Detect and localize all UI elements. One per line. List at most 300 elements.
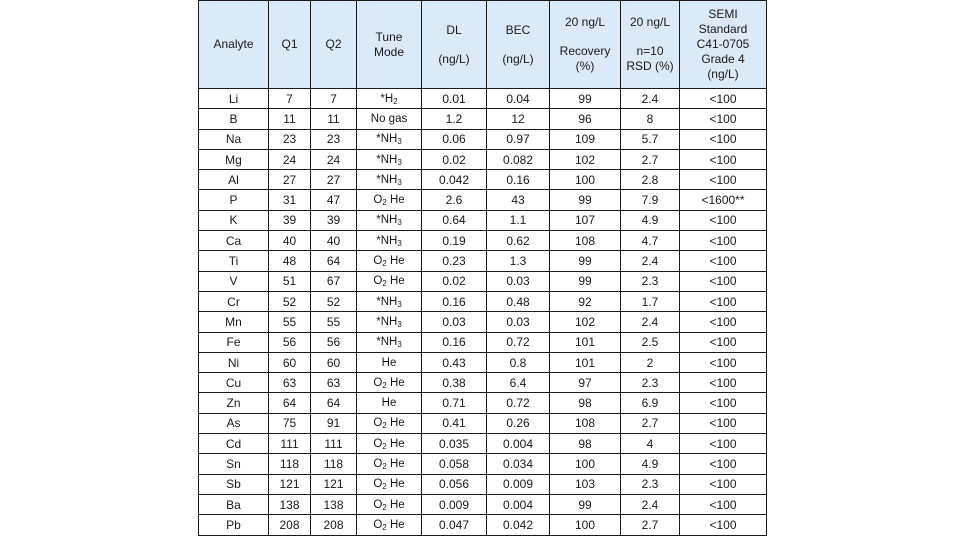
header-tune-mode bbox=[357, 1, 422, 89]
results-table bbox=[198, 0, 767, 536]
table-row bbox=[199, 190, 767, 210]
cell-rsd: 1.7 bbox=[621, 291, 680, 311]
table-row bbox=[199, 89, 767, 109]
table-row bbox=[199, 474, 767, 494]
cell-bec: 0.009 bbox=[487, 474, 550, 494]
tune-mode-text: O bbox=[373, 417, 383, 430]
cell-bec: 0.004 bbox=[487, 434, 550, 454]
cell-dl: 0.01 bbox=[422, 89, 487, 109]
cell-tune-mode bbox=[357, 454, 422, 474]
header-dl bbox=[422, 1, 487, 89]
cell-analyte: As bbox=[199, 413, 269, 433]
cell-analyte: Sn bbox=[199, 454, 269, 474]
table-body bbox=[199, 89, 767, 536]
cell-tune-mode bbox=[357, 332, 422, 352]
tune-mode-text: O bbox=[373, 478, 383, 491]
cell-q2: 11 bbox=[311, 109, 357, 129]
cell-recovery: 108 bbox=[550, 231, 621, 251]
cell-rsd: 2.4 bbox=[621, 494, 680, 514]
cell-rsd: 4 bbox=[621, 434, 680, 454]
cell-rsd: 2.3 bbox=[621, 373, 680, 393]
cell-rsd: 2.3 bbox=[621, 271, 680, 291]
cell-semi-limit: <100 bbox=[680, 393, 767, 413]
tune-mode-suffix: He bbox=[386, 417, 405, 430]
tune-mode-text: *NH bbox=[376, 173, 398, 186]
header-analyte-label: Analyte bbox=[213, 37, 254, 51]
cell-analyte: P bbox=[199, 190, 269, 210]
header-q1-label: Q1 bbox=[281, 37, 298, 51]
cell-q1: 39 bbox=[269, 210, 311, 230]
header-rec-line1: 20 ng/L bbox=[564, 15, 606, 29]
cell-semi-limit: <100 bbox=[680, 515, 767, 535]
cell-semi-limit: <100 bbox=[680, 129, 767, 149]
tune-mode-suffix: He bbox=[386, 194, 405, 207]
cell-q1: 121 bbox=[269, 474, 311, 494]
cell-bec: 0.042 bbox=[487, 515, 550, 535]
cell-recovery: 99 bbox=[550, 89, 621, 109]
table-row bbox=[199, 291, 767, 311]
cell-dl: 0.02 bbox=[422, 149, 487, 169]
cell-q2: 47 bbox=[311, 190, 357, 210]
cell-analyte: Ni bbox=[199, 352, 269, 372]
cell-dl: 0.047 bbox=[422, 515, 487, 535]
cell-analyte: Al bbox=[199, 170, 269, 190]
tune-mode-suffix: He bbox=[386, 255, 405, 268]
tune-mode-text: No gas bbox=[370, 112, 408, 125]
cell-q2: 39 bbox=[311, 210, 357, 230]
cell-recovery: 98 bbox=[550, 393, 621, 413]
tune-mode-subscript: 3 bbox=[397, 238, 402, 248]
cell-tune-mode bbox=[357, 129, 422, 149]
table-row bbox=[199, 494, 767, 514]
header-dl-line2: (ng/L) bbox=[438, 51, 470, 66]
tune-mode-text: *NH bbox=[376, 153, 398, 166]
cell-q2: 27 bbox=[311, 170, 357, 190]
cell-q2: 60 bbox=[311, 352, 357, 372]
cell-q2: 64 bbox=[311, 393, 357, 413]
cell-q2: 63 bbox=[311, 373, 357, 393]
tune-mode-subscript: 3 bbox=[397, 340, 402, 350]
cell-tune-mode bbox=[357, 170, 422, 190]
cell-recovery: 108 bbox=[550, 413, 621, 433]
cell-dl: 0.009 bbox=[422, 494, 487, 514]
cell-analyte: Ti bbox=[199, 251, 269, 271]
cell-semi-limit: <100 bbox=[680, 109, 767, 129]
cell-q1: 56 bbox=[269, 332, 311, 352]
cell-dl: 0.16 bbox=[422, 291, 487, 311]
cell-recovery: 107 bbox=[550, 210, 621, 230]
header-bec bbox=[487, 1, 550, 89]
cell-bec: 0.03 bbox=[487, 312, 550, 332]
tune-mode-subscript: 2 bbox=[382, 380, 387, 390]
header-recovery bbox=[550, 1, 621, 89]
tune-mode-suffix: He bbox=[386, 498, 405, 511]
cell-recovery: 100 bbox=[550, 515, 621, 535]
cell-q1: 118 bbox=[269, 454, 311, 474]
cell-rsd: 2.7 bbox=[621, 149, 680, 169]
table-row bbox=[199, 170, 767, 190]
cell-analyte: Li bbox=[199, 89, 269, 109]
cell-q1: 11 bbox=[269, 109, 311, 129]
tune-mode-subscript: 2 bbox=[382, 441, 387, 451]
cell-q1: 63 bbox=[269, 373, 311, 393]
tune-mode-suffix: He bbox=[386, 457, 405, 470]
cell-analyte: Pb bbox=[199, 515, 269, 535]
cell-bec: 1.3 bbox=[487, 251, 550, 271]
table-row bbox=[199, 373, 767, 393]
header-bec-spacer bbox=[487, 38, 549, 52]
cell-q1: 64 bbox=[269, 393, 311, 413]
cell-q2: 208 bbox=[311, 515, 357, 535]
cell-q1: 111 bbox=[269, 434, 311, 454]
cell-bec: 43 bbox=[487, 190, 550, 210]
cell-bec: 0.62 bbox=[487, 231, 550, 251]
cell-dl: 0.03 bbox=[422, 312, 487, 332]
table-row bbox=[199, 210, 767, 230]
cell-recovery: 102 bbox=[550, 149, 621, 169]
header-rsd-line1: 20 ng/L bbox=[629, 15, 671, 29]
tune-mode-text: O bbox=[373, 457, 383, 470]
cell-semi-limit: <1600** bbox=[680, 190, 767, 210]
cell-semi-limit: <100 bbox=[680, 251, 767, 271]
cell-q1: 55 bbox=[269, 312, 311, 332]
cell-bec: 0.26 bbox=[487, 413, 550, 433]
cell-rsd: 2.4 bbox=[621, 312, 680, 332]
cell-q1: 208 bbox=[269, 515, 311, 535]
cell-bec: 0.034 bbox=[487, 454, 550, 474]
cell-semi-limit: <100 bbox=[680, 149, 767, 169]
cell-recovery: 98 bbox=[550, 434, 621, 454]
tune-mode-suffix: He bbox=[386, 437, 405, 450]
cell-recovery: 102 bbox=[550, 312, 621, 332]
tune-mode-subscript: 3 bbox=[397, 299, 402, 309]
cell-q2: 64 bbox=[311, 251, 357, 271]
cell-recovery: 99 bbox=[550, 494, 621, 514]
tune-mode-text: O bbox=[373, 376, 383, 389]
cell-rsd: 2.4 bbox=[621, 89, 680, 109]
tune-mode-text: O bbox=[373, 194, 383, 207]
table-header bbox=[199, 1, 767, 89]
tune-mode-subscript: 2 bbox=[393, 96, 398, 106]
cell-rsd: 2.8 bbox=[621, 170, 680, 190]
cell-q1: 27 bbox=[269, 170, 311, 190]
tune-mode-subscript: 3 bbox=[397, 137, 402, 147]
cell-recovery: 101 bbox=[550, 332, 621, 352]
cell-semi-limit: <100 bbox=[680, 271, 767, 291]
cell-recovery: 96 bbox=[550, 109, 621, 129]
cell-semi-limit: <100 bbox=[680, 454, 767, 474]
table-row bbox=[199, 129, 767, 149]
cell-analyte: Mn bbox=[199, 312, 269, 332]
cell-tune-mode bbox=[357, 494, 422, 514]
cell-tune-mode bbox=[357, 474, 422, 494]
tune-mode-subscript: 3 bbox=[397, 177, 402, 187]
cell-bec: 6.4 bbox=[487, 373, 550, 393]
tune-mode-text: He bbox=[381, 356, 397, 369]
tune-mode-subscript: 2 bbox=[382, 259, 387, 269]
tune-mode-text: O bbox=[373, 275, 383, 288]
cell-bec: 0.72 bbox=[487, 332, 550, 352]
tune-mode-text: *NH bbox=[376, 133, 398, 146]
cell-bec: 0.082 bbox=[487, 149, 550, 169]
cell-recovery: 100 bbox=[550, 454, 621, 474]
header-rec-line3: (%) bbox=[575, 59, 595, 73]
cell-dl: 0.23 bbox=[422, 251, 487, 271]
table-row bbox=[199, 271, 767, 291]
header-tune-line1: Tune bbox=[375, 29, 403, 44]
cell-tune-mode bbox=[357, 393, 422, 413]
table-row bbox=[199, 352, 767, 372]
cell-bec: 12 bbox=[487, 109, 550, 129]
cell-tune-mode bbox=[357, 149, 422, 169]
tune-mode-subscript: 3 bbox=[397, 218, 402, 228]
cell-semi-limit: <100 bbox=[680, 494, 767, 514]
table-row bbox=[199, 393, 767, 413]
header-bec-line1: BEC bbox=[505, 22, 531, 37]
cell-q2: 138 bbox=[311, 494, 357, 514]
cell-semi-limit: <100 bbox=[680, 373, 767, 393]
cell-tune-mode bbox=[357, 291, 422, 311]
cell-dl: 0.056 bbox=[422, 474, 487, 494]
cell-rsd: 2 bbox=[621, 352, 680, 372]
header-rec-line2: Recovery bbox=[559, 44, 611, 58]
cell-dl: 0.16 bbox=[422, 332, 487, 352]
header-q2 bbox=[311, 1, 357, 89]
cell-dl: 0.64 bbox=[422, 210, 487, 230]
cell-bec: 0.8 bbox=[487, 352, 550, 372]
cell-dl: 0.035 bbox=[422, 434, 487, 454]
tune-mode-subscript: 2 bbox=[382, 279, 387, 289]
table-row bbox=[199, 515, 767, 535]
cell-q2: 24 bbox=[311, 149, 357, 169]
cell-q1: 23 bbox=[269, 129, 311, 149]
cell-analyte: Mg bbox=[199, 149, 269, 169]
cell-recovery: 103 bbox=[550, 474, 621, 494]
table-row bbox=[199, 332, 767, 352]
cell-semi-limit: <100 bbox=[680, 474, 767, 494]
cell-dl: 0.41 bbox=[422, 413, 487, 433]
cell-semi-limit: <100 bbox=[680, 352, 767, 372]
cell-q2: 111 bbox=[311, 434, 357, 454]
cell-recovery: 92 bbox=[550, 291, 621, 311]
tune-mode-suffix: He bbox=[386, 478, 405, 491]
cell-rsd: 6.9 bbox=[621, 393, 680, 413]
cell-dl: 2.6 bbox=[422, 190, 487, 210]
cell-q1: 75 bbox=[269, 413, 311, 433]
cell-semi-limit: <100 bbox=[680, 332, 767, 352]
cell-semi-limit: <100 bbox=[680, 89, 767, 109]
cell-semi-limit: <100 bbox=[680, 434, 767, 454]
tune-mode-subscript: 2 bbox=[382, 502, 387, 512]
table-row bbox=[199, 434, 767, 454]
cell-rsd: 2.7 bbox=[621, 515, 680, 535]
header-semi-line1: SEMI bbox=[708, 7, 738, 21]
tune-mode-subscript: 2 bbox=[382, 198, 387, 208]
cell-q2: 23 bbox=[311, 129, 357, 149]
header-analyte bbox=[199, 1, 269, 89]
tune-mode-text: O bbox=[373, 255, 383, 268]
tune-mode-text: He bbox=[381, 397, 397, 410]
cell-analyte: V bbox=[199, 271, 269, 291]
cell-rsd: 7.9 bbox=[621, 190, 680, 210]
cell-q1: 40 bbox=[269, 231, 311, 251]
cell-dl: 0.042 bbox=[422, 170, 487, 190]
tune-mode-text: O bbox=[373, 498, 383, 511]
cell-recovery: 97 bbox=[550, 373, 621, 393]
tune-mode-text: O bbox=[373, 437, 383, 450]
cell-rsd: 5.7 bbox=[621, 129, 680, 149]
tune-mode-subscript: 3 bbox=[397, 319, 402, 329]
cell-dl: 0.058 bbox=[422, 454, 487, 474]
cell-analyte: Cu bbox=[199, 373, 269, 393]
cell-bec: 1.1 bbox=[487, 210, 550, 230]
tune-mode-text: O bbox=[373, 518, 383, 531]
cell-bec: 0.04 bbox=[487, 89, 550, 109]
cell-rsd: 2.4 bbox=[621, 251, 680, 271]
cell-dl: 0.02 bbox=[422, 271, 487, 291]
tune-mode-subscript: 2 bbox=[382, 461, 387, 471]
cell-semi-limit: <100 bbox=[680, 312, 767, 332]
cell-rsd: 8 bbox=[621, 109, 680, 129]
cell-q1: 138 bbox=[269, 494, 311, 514]
header-dl-spacer bbox=[422, 38, 486, 52]
cell-analyte: Ba bbox=[199, 494, 269, 514]
cell-q2: 40 bbox=[311, 231, 357, 251]
cell-recovery: 100 bbox=[550, 170, 621, 190]
tune-mode-text: *H bbox=[380, 92, 394, 105]
cell-rsd: 4.9 bbox=[621, 210, 680, 230]
cell-tune-mode bbox=[357, 210, 422, 230]
cell-semi-limit: <100 bbox=[680, 413, 767, 433]
cell-rsd: 4.7 bbox=[621, 231, 680, 251]
table-row bbox=[199, 231, 767, 251]
cell-recovery: 99 bbox=[550, 271, 621, 291]
header-q2-label: Q2 bbox=[325, 37, 342, 51]
tune-mode-subscript: 2 bbox=[382, 482, 387, 492]
tune-mode-suffix: He bbox=[386, 275, 405, 288]
cell-tune-mode bbox=[357, 231, 422, 251]
header-semi-line5: (ng/L) bbox=[707, 67, 739, 81]
cell-analyte: Fe bbox=[199, 332, 269, 352]
cell-tune-mode bbox=[357, 312, 422, 332]
results-table-container bbox=[198, 0, 766, 538]
cell-q1: 48 bbox=[269, 251, 311, 271]
tune-mode-text: *NH bbox=[376, 336, 398, 349]
cell-bec: 0.004 bbox=[487, 494, 550, 514]
table-row bbox=[199, 312, 767, 332]
header-rec-spacer bbox=[550, 30, 620, 44]
tune-mode-subscript: 2 bbox=[382, 522, 387, 532]
cell-bec: 0.72 bbox=[487, 393, 550, 413]
cell-dl: 0.06 bbox=[422, 129, 487, 149]
header-dl-line1: DL bbox=[446, 22, 462, 37]
cell-q1: 31 bbox=[269, 190, 311, 210]
header-semi-line3: C41-0705 bbox=[696, 37, 750, 51]
header-semi-line2: Standard bbox=[698, 22, 748, 36]
cell-analyte: Cr bbox=[199, 291, 269, 311]
cell-tune-mode bbox=[357, 251, 422, 271]
cell-analyte: Na bbox=[199, 129, 269, 149]
header-rsd-line3: RSD (%) bbox=[626, 59, 674, 73]
header-row bbox=[199, 1, 767, 89]
header-tune-line2: Mode bbox=[373, 44, 405, 59]
cell-rsd: 2.5 bbox=[621, 332, 680, 352]
cell-recovery: 109 bbox=[550, 129, 621, 149]
cell-q1: 24 bbox=[269, 149, 311, 169]
cell-dl: 0.19 bbox=[422, 231, 487, 251]
cell-analyte: Cd bbox=[199, 434, 269, 454]
cell-q1: 52 bbox=[269, 291, 311, 311]
cell-tune-mode bbox=[357, 271, 422, 291]
cell-dl: 0.43 bbox=[422, 352, 487, 372]
header-q1 bbox=[269, 1, 311, 89]
cell-analyte: Ca bbox=[199, 231, 269, 251]
table-row bbox=[199, 149, 767, 169]
tune-mode-text: *NH bbox=[376, 315, 398, 328]
cell-recovery: 99 bbox=[550, 251, 621, 271]
cell-q2: 52 bbox=[311, 291, 357, 311]
table-row bbox=[199, 413, 767, 433]
cell-tune-mode bbox=[357, 352, 422, 372]
cell-rsd: 4.9 bbox=[621, 454, 680, 474]
cell-semi-limit: <100 bbox=[680, 291, 767, 311]
cell-bec: 0.03 bbox=[487, 271, 550, 291]
header-rsd bbox=[621, 1, 680, 89]
tune-mode-subscript: 2 bbox=[382, 421, 387, 431]
cell-q2: 7 bbox=[311, 89, 357, 109]
header-rsd-spacer bbox=[621, 30, 679, 44]
cell-tune-mode bbox=[357, 413, 422, 433]
cell-q2: 67 bbox=[311, 271, 357, 291]
tune-mode-suffix: He bbox=[386, 376, 405, 389]
cell-tune-mode bbox=[357, 109, 422, 129]
cell-bec: 0.48 bbox=[487, 291, 550, 311]
header-bec-line2: (ng/L) bbox=[502, 51, 534, 66]
cell-q2: 121 bbox=[311, 474, 357, 494]
header-rsd-line2: n=10 bbox=[636, 44, 664, 58]
cell-tune-mode bbox=[357, 89, 422, 109]
cell-tune-mode bbox=[357, 515, 422, 535]
cell-semi-limit: <100 bbox=[680, 170, 767, 190]
cell-q1: 7 bbox=[269, 89, 311, 109]
cell-q1: 60 bbox=[269, 352, 311, 372]
cell-semi-limit: <100 bbox=[680, 231, 767, 251]
cell-q1: 51 bbox=[269, 271, 311, 291]
tune-mode-subscript: 3 bbox=[397, 157, 402, 167]
table-row bbox=[199, 251, 767, 271]
tune-mode-text: *NH bbox=[376, 234, 398, 247]
cell-dl: 1.2 bbox=[422, 109, 487, 129]
cell-analyte: B bbox=[199, 109, 269, 129]
cell-analyte: Sb bbox=[199, 474, 269, 494]
table-row bbox=[199, 454, 767, 474]
cell-dl: 0.71 bbox=[422, 393, 487, 413]
cell-recovery: 101 bbox=[550, 352, 621, 372]
table-row bbox=[199, 109, 767, 129]
cell-q2: 118 bbox=[311, 454, 357, 474]
cell-rsd: 2.7 bbox=[621, 413, 680, 433]
cell-tune-mode bbox=[357, 434, 422, 454]
cell-q2: 55 bbox=[311, 312, 357, 332]
tune-mode-suffix: He bbox=[386, 518, 405, 531]
cell-tune-mode bbox=[357, 373, 422, 393]
cell-analyte: K bbox=[199, 210, 269, 230]
header-semi bbox=[680, 1, 767, 89]
cell-q2: 91 bbox=[311, 413, 357, 433]
cell-tune-mode bbox=[357, 190, 422, 210]
tune-mode-text: *NH bbox=[376, 295, 398, 308]
header-semi-line4: Grade 4 bbox=[701, 52, 745, 66]
